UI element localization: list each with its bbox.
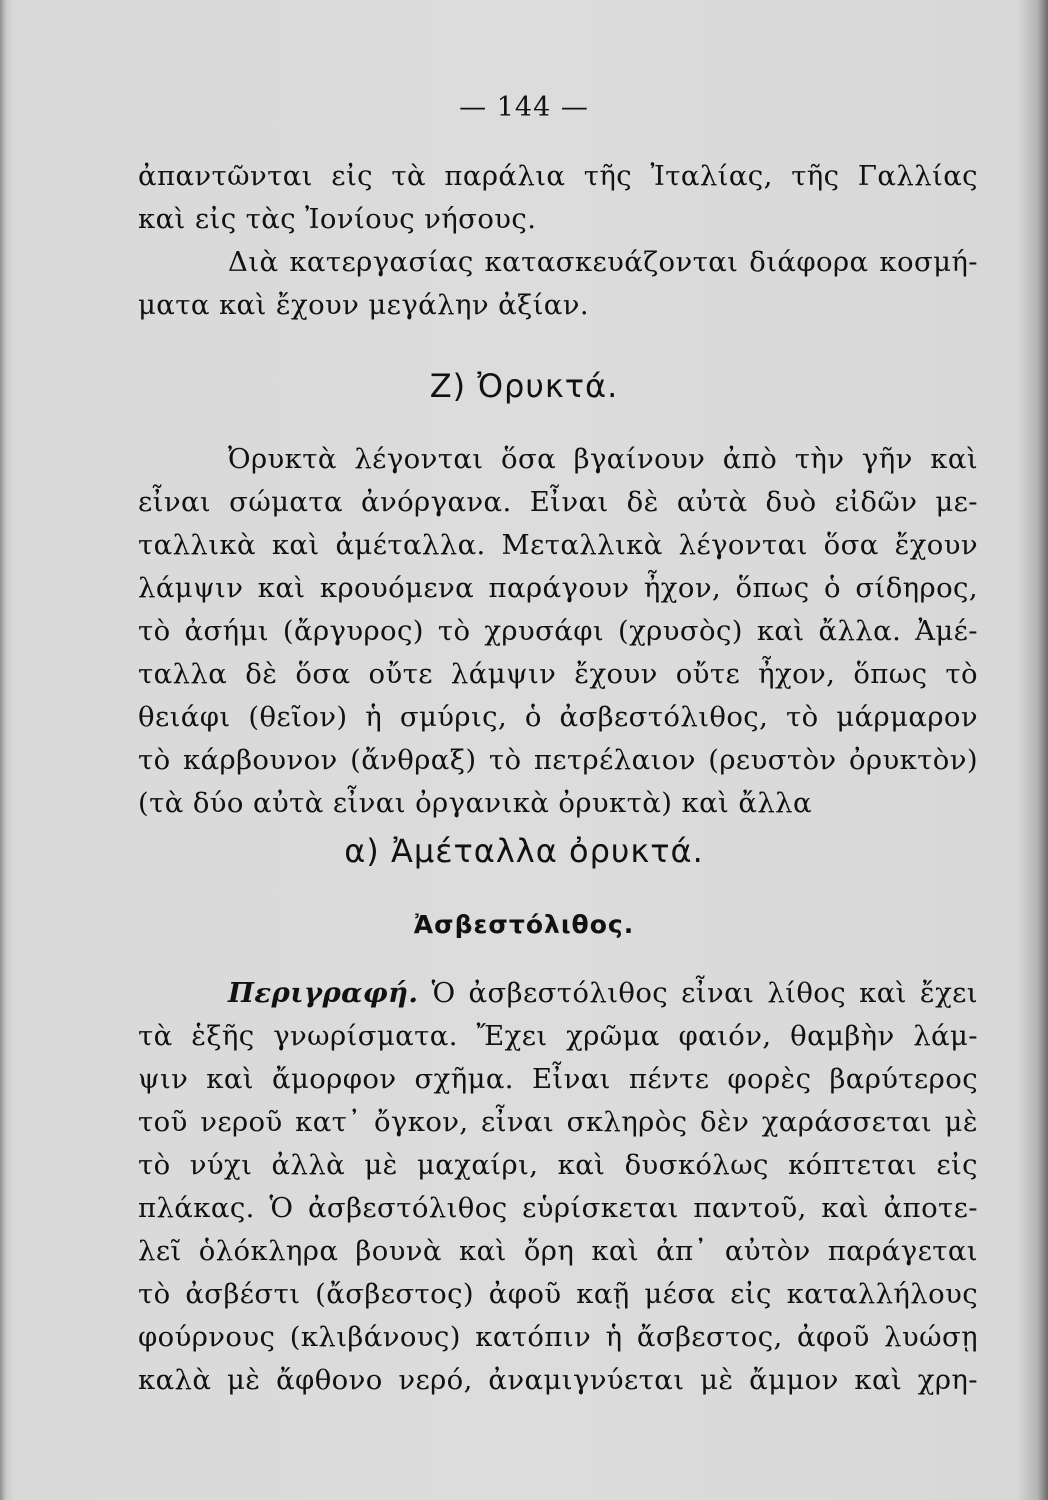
text-line: ἀπαντῶνται εἰς τὰ παράλια τῆς Ἰταλίας, τῆς Γαλλίας xyxy=(138,160,978,192)
description-label: Περιγραφή. xyxy=(228,977,419,1009)
text-line: τὸ ἀσβέστι (ἄσβεστος) ἀφοῦ καῇ μέσα εἰς καταλλήλους xyxy=(138,1278,978,1310)
section-heading: Ζ) Ὀρυκτά. xyxy=(429,367,619,405)
text-line: Ὀρυκτὰ λέγονται ὅσα βγαίνουν ἀπὸ τὴν γῆν καὶ xyxy=(228,443,978,475)
text-line: τὰ ἑξῆς γνωρίσματα. Ἔχει χρῶμα φαιόν, θαμβὴν λάμ- xyxy=(138,1020,978,1052)
section-heading: α) Ἀμέταλλα ὀρυκτά. xyxy=(344,832,704,870)
text-line: ταλλα δὲ ὅσα οὔτε λάμψιν ἔχουν οὔτε ἦχον, ὅπως τὸ xyxy=(138,658,978,690)
text-line: λεῖ ὁλόκληρα βουνὰ καὶ ὄρη καὶ ἀπ᾽ αὐτὸν παράγεται xyxy=(138,1235,978,1267)
text-line xyxy=(228,977,978,1009)
text-line: ματα καὶ ἔχουν μεγάλην ἀξίαν. xyxy=(138,289,590,321)
text-line: ταλλικὰ καὶ ἀμέταλλα. Μεταλλικὰ λέγονται ὅσα ἔχουν xyxy=(138,529,978,561)
text-line: εἶναι σώματα ἀνόργανα. Εἶναι δὲ αὐτὰ δυὸ εἰδῶν με- xyxy=(138,486,978,518)
text-line: (τὰ δύο αὐτὰ εἶναι ὀργανικὰ ὀρυκτὰ) καὶ ἄλλα xyxy=(138,787,812,819)
text-line: καλὰ μὲ ἄφθονο νερό, ἀναμιγνύεται μὲ ἄμμον καὶ χρη- xyxy=(138,1364,978,1396)
text-line: θειάφι (θεῖον) ἡ σμύρις, ὁ ἀσβεστόλιθος, τὸ μάρμαρον xyxy=(138,701,978,733)
text-line: καὶ εἰς τὰς Ἰονίους νήσους. xyxy=(138,203,537,235)
text-line: πλάκας. Ὁ ἀσβεστόλιθος εὑρίσκεται παντοῦ, καὶ ἀποτε- xyxy=(138,1192,978,1224)
text-line: ψιν καὶ ἄμορφον σχῆμα. Εἶναι πέντε φορὲς βαρύτερος xyxy=(138,1063,978,1095)
page-number: — 144 — xyxy=(459,92,589,123)
text-line-rest: Ὁ ἀσβεστόλιθος εἶναι λίθος καὶ ἔχει xyxy=(431,977,978,1009)
text-line: τὸ κάρβουνον (ἄνθραξ) τὸ πετρέλαιον (ρευστὸν ὀρυκτὸν) xyxy=(138,744,978,776)
subsection-heading: Ἀσβεστόλιθος. xyxy=(413,910,635,939)
text-line: τοῦ νεροῦ κατ᾽ ὄγκον, εἶναι σκληρὸς δὲν χαράσσεται μὲ xyxy=(138,1106,978,1138)
text-line: τὸ ἀσήμι (ἄργυρος) τὸ χρυσάφι (χρυσὸς) καὶ ἄλλα. Ἀμέ- xyxy=(138,615,978,647)
text-line: λάμψιν καὶ κρουόμενα παράγουν ἦχον, ὅπως ὁ σίδηρος, xyxy=(138,572,978,604)
text-line: φούρνους (κλιβάνους) κατόπιν ἡ ἄσβεστος, ἀφοῦ λυώσῃ xyxy=(138,1321,978,1353)
text-line: τὸ νύχι ἀλλὰ μὲ μαχαίρι, καὶ δυσκόλως κόπτεται εἰς xyxy=(138,1149,978,1181)
text-line: Διὰ κατεργασίας κατασκευάζονται διάφορα κοσμή- xyxy=(228,246,978,278)
